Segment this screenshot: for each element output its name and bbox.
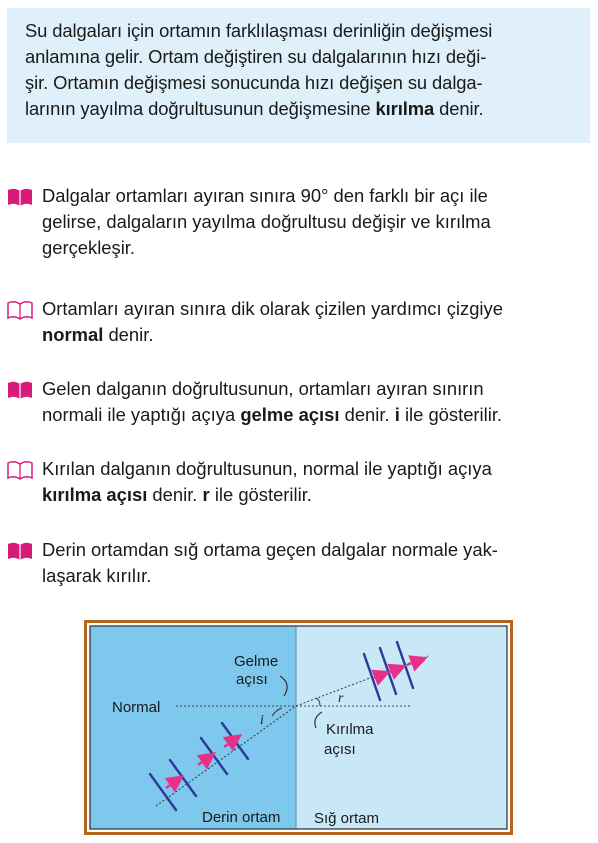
bullet-refraction-angle: [0, 456, 592, 508]
intro-line: larının yayılma doğrultusunun değişmesine: [25, 98, 376, 119]
intro-box: [7, 8, 590, 143]
refraction-label-1: Kırılma: [326, 721, 374, 738]
outline-book-icon: [6, 300, 34, 320]
filled-book-icon: [6, 380, 34, 400]
intro-line: şir. Ortamın değişmesi sonucunda hızı değişen su dalga-: [25, 72, 483, 93]
intro-line: anlamına gelir. Ortam değiştiren su dalgalarının hızı deği-: [25, 46, 487, 67]
deep-label: Derin ortam: [202, 809, 281, 826]
bullet-text: denir.: [147, 484, 203, 505]
r-symbol: r: [338, 691, 344, 706]
bullet-line: Gelen dalganın doğrultusunun, ortamları ayıran sınırın: [42, 378, 484, 399]
incidence-label-2: açısı: [236, 671, 268, 688]
bullet-tail: denir.: [103, 324, 154, 345]
intro-paragraph: [25, 18, 576, 122]
symbol-r: r: [202, 484, 210, 505]
shallow-label: Sığ ortam: [314, 810, 380, 827]
bullet-text: denir.: [339, 404, 395, 425]
bullet-line: [42, 402, 592, 428]
bullet-line: Dalgalar ortamları ayıran sınıra 90° den farklı bir açı ile: [42, 185, 488, 206]
intro-line: Su dalgaları için ortamın farklılaşması derinliğin değişmesi: [25, 20, 493, 41]
bullet-normal-definition: [0, 296, 592, 348]
symbol-i: i: [394, 404, 400, 425]
intro-line-last: [25, 96, 576, 122]
bullet-line: laşarak kırılır.: [42, 565, 152, 586]
bullet-text: normali ile yaptığı açıya: [42, 404, 241, 425]
bullet-line: [42, 482, 592, 508]
term-kirilma-acisi: kırılma açısı: [42, 484, 148, 505]
refraction-label-2: açısı: [324, 741, 356, 758]
bullet-line: gerçekleşir.: [42, 237, 136, 258]
bullet-tail: ile gösterilir.: [209, 484, 312, 505]
i-symbol: i: [260, 713, 264, 728]
incidence-label-1: Gelme: [234, 653, 279, 670]
normal-label: Normal: [112, 699, 161, 716]
bullet-line: [42, 322, 592, 348]
refraction-diagram: [84, 620, 513, 835]
bullet-line: gelirse, dalgaların yayılma doğrultusu değişir ve kırılma: [42, 211, 491, 232]
bullet-refraction-condition: [0, 183, 592, 261]
term-normal: normal: [42, 324, 104, 345]
bullet-line: Kırılan dalganın doğrultusunun, normal ile yaptığı açıya: [42, 458, 492, 479]
filled-book-icon: [6, 541, 34, 561]
outline-book-icon: [6, 460, 34, 480]
intro-tail: denir.: [434, 98, 484, 119]
filled-book-icon: [6, 187, 34, 207]
bullet-incidence-angle: [0, 376, 592, 428]
term-kirilma: kırılma: [375, 98, 435, 119]
bullet-line: Derin ortamdan sığ ortama geçen dalgalar normale yak-: [42, 539, 498, 560]
term-gelme-acisi: gelme açısı: [240, 404, 340, 425]
bullet-tail: ile gösterilir.: [399, 404, 503, 425]
bullet-line: Ortamları ayıran sınıra dik olarak çizilen yardımcı çizgiye: [42, 298, 503, 319]
bullet-deep-to-shallow: [0, 537, 592, 589]
